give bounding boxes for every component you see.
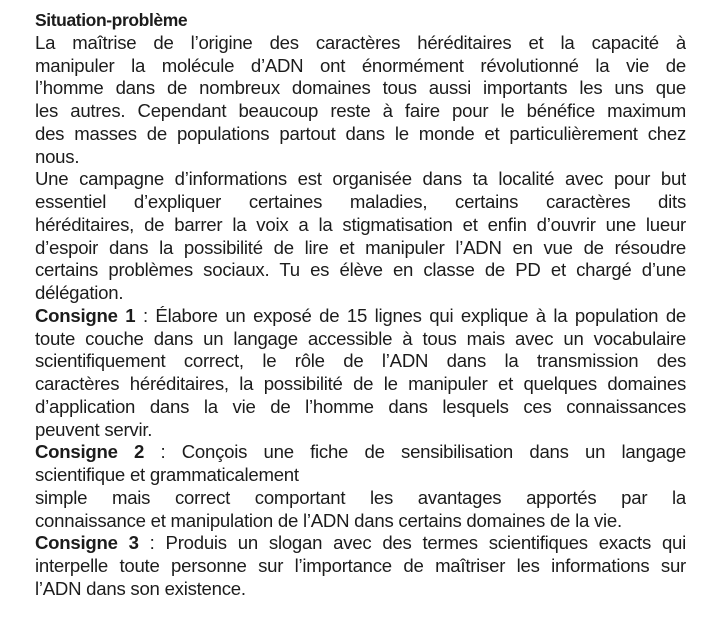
consigne-label: Consigne 2	[35, 441, 145, 463]
text-line	[35, 532, 686, 555]
text-line: manipuler la molécule d’ADN ont énormément révolutionné la vie de	[35, 54, 686, 76]
text-line: l’ADN dans son existence.	[35, 577, 246, 599]
consigne-2	[35, 441, 686, 532]
document	[35, 9, 686, 601]
text-line	[35, 441, 686, 464]
consigne-label: Consigne 1	[35, 304, 136, 326]
text-line: scientifiquement correct, le rôle de l’ADN dans la transmission des	[35, 350, 686, 372]
text-line: interpelle toute personne sur l’importance de maîtriser les informations sur	[35, 555, 686, 576]
consigne-1	[35, 305, 686, 442]
text-line: caractères héréditaires, la possibilité de le manipuler et quelques domaines	[35, 373, 686, 394]
text-line: l’homme dans de nombreux domaines tous aussi importants les uns que	[35, 77, 686, 99]
text-line: des masses de populations partout dans le monde et particulièrement chez	[35, 122, 686, 144]
text-line: délégation.	[35, 282, 124, 303]
paragraph-campaign	[35, 168, 686, 305]
text-line: connaissance et manipulation de l’ADN dans certains domaines de la vie.	[35, 509, 622, 531]
text-line: scientifique et grammaticalement	[35, 464, 299, 485]
text-line: toute couche dans un langage accessible à tous mais avec un vocabulaire	[35, 327, 686, 349]
consigne-text: : Élabore un exposé de 15 lignes qui explique à la population de	[135, 304, 686, 326]
text-line: d’espoir dans la possibilité de lire et manipuler l’ADN en vue de résoudre	[35, 236, 686, 258]
text-line: certains problèmes sociaux. Tu es élève en classe de PD et chargé d’une	[35, 259, 686, 281]
text-line: héréditaires, de barrer la voix a la stigmatisation et enfin d’ouvrir une lueur	[35, 213, 686, 235]
text-line: d’application dans la vie de l’homme dans lesquels ces connaissances	[35, 395, 686, 417]
consigne-text: : Conçois une fiche de sensibilisation dans un langage	[144, 441, 686, 463]
text-line: nous.	[35, 145, 80, 167]
document-title: Situation-problème	[35, 10, 188, 30]
text-line: Une campagne d’informations est organisée dans ta localité avec pour but	[35, 168, 686, 190]
text-line: simple mais correct comportant les avantages apportés par la	[35, 486, 686, 508]
text-line: peuvent servir.	[35, 418, 153, 440]
consigne-text: : Produis un slogan avec des termes scientifiques exacts qui	[138, 532, 686, 554]
text-line: essentiel d’expliquer certaines maladies, certains caractères dits	[35, 191, 686, 212]
consigne-3	[35, 532, 686, 600]
text-line: La maîtrise de l’origine des caractères héréditaires et la capacité à	[35, 31, 686, 53]
text-line	[35, 305, 686, 328]
text-line: les autres. Cependant beaucoup reste à faire pour le bénéfice maximum	[35, 100, 686, 121]
paragraph-context	[35, 32, 686, 169]
consigne-label: Consigne 3	[35, 532, 139, 554]
